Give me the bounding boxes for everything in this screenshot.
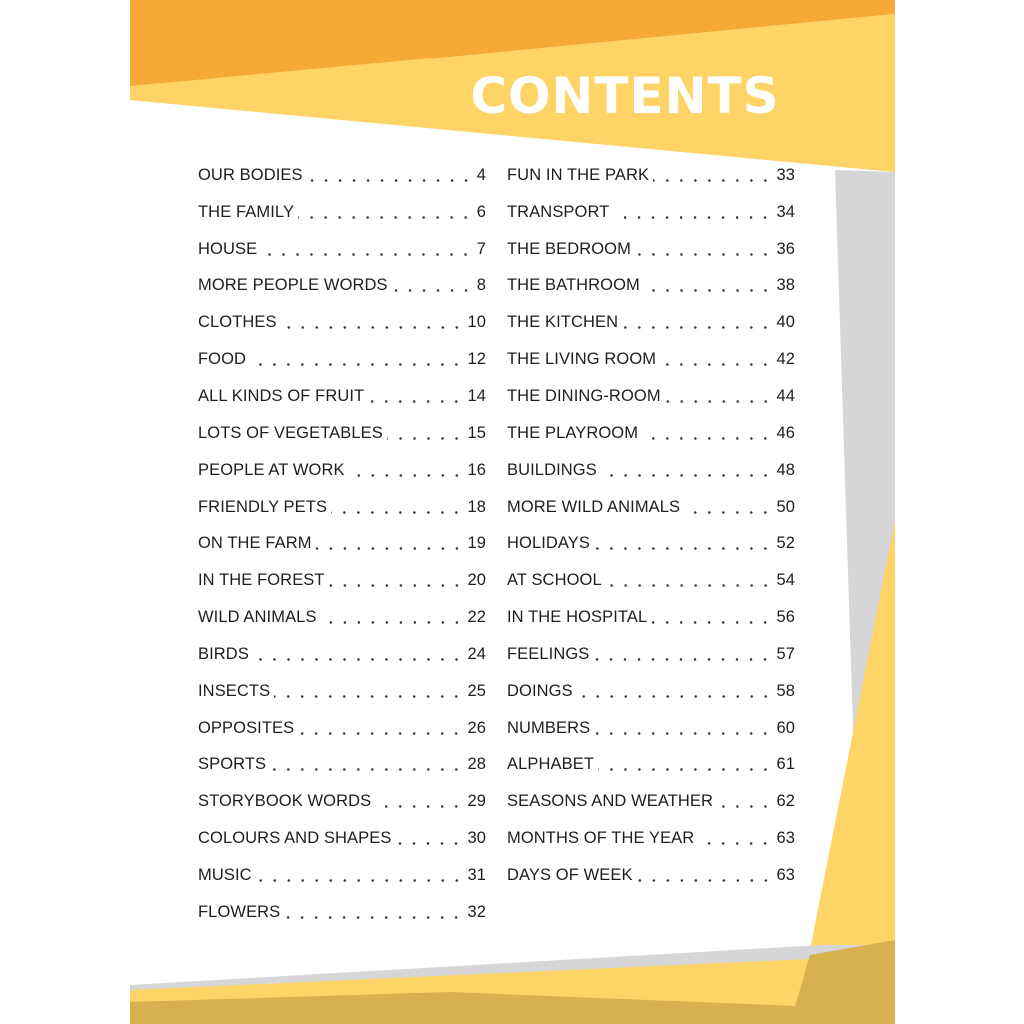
dot-leader bbox=[307, 179, 473, 182]
toc-entry-page-number: 46 bbox=[776, 423, 795, 442]
dot-leader bbox=[594, 732, 772, 735]
toc-entry-title: THE KITCHEN bbox=[507, 313, 619, 332]
toc-entry-title: HOUSE bbox=[198, 239, 258, 258]
toc-entry-title: DAYS OF WEEK bbox=[507, 865, 633, 884]
toc-entry-title: STORYBOOK WORDS bbox=[198, 792, 372, 811]
toc-entry bbox=[198, 525, 486, 562]
toc-entry-title: COLOURS AND SHAPES bbox=[198, 829, 392, 848]
toc-entry bbox=[507, 157, 795, 194]
toc-entry-page-number: 54 bbox=[776, 571, 795, 590]
toc-entry bbox=[198, 415, 486, 452]
dot-leader bbox=[593, 658, 772, 661]
toc-entry-page-number: 42 bbox=[776, 350, 795, 369]
toc-entry-page-number: 61 bbox=[776, 755, 795, 774]
toc-entry bbox=[198, 710, 486, 747]
toc-entry bbox=[198, 820, 486, 857]
toc-entry-page-number: 34 bbox=[776, 202, 795, 221]
dot-leader bbox=[392, 289, 473, 292]
dot-leader bbox=[253, 658, 464, 661]
toc-column-right bbox=[507, 157, 795, 894]
toc-entry bbox=[198, 894, 486, 931]
toc-entry-title: THE BATHROOM bbox=[507, 276, 640, 295]
toc-entry bbox=[507, 304, 795, 341]
toc-entry-page-number: 57 bbox=[776, 644, 795, 663]
dot-leader bbox=[717, 805, 772, 808]
dot-leader bbox=[598, 768, 772, 771]
toc-entry bbox=[198, 673, 486, 710]
toc-entry-page-number: 63 bbox=[776, 829, 795, 848]
dot-leader bbox=[298, 216, 473, 219]
toc-entry bbox=[507, 231, 795, 268]
toc-entry-page-number: 58 bbox=[776, 681, 795, 700]
toc-entry-title: IN THE HOSPITAL bbox=[507, 608, 648, 627]
toc-entry-title: LOTS OF VEGETABLES bbox=[198, 423, 383, 442]
toc-entry-page-number: 25 bbox=[467, 681, 486, 700]
toc-entry bbox=[507, 268, 795, 305]
toc-entry bbox=[507, 636, 795, 673]
toc-entry-title: DOINGS bbox=[507, 681, 573, 700]
toc-entry-title: ALPHABET bbox=[507, 755, 594, 774]
toc-entry bbox=[198, 489, 486, 526]
toc-entry-title: FUN IN THE PARK bbox=[507, 165, 650, 184]
toc-entry bbox=[507, 673, 795, 710]
toc-entry-title: ON THE FARM bbox=[198, 534, 312, 553]
toc-entry-title: WILD ANIMALS bbox=[198, 608, 317, 627]
toc-entry bbox=[198, 231, 486, 268]
toc-entry-title: OPPOSITES bbox=[198, 718, 295, 737]
dot-leader bbox=[331, 511, 463, 514]
toc-entry-title: THE FAMILY bbox=[198, 202, 295, 221]
toc-entry-title: MONTHS OF THE YEAR bbox=[507, 829, 695, 848]
dot-leader bbox=[387, 437, 464, 440]
toc-entry-page-number: 56 bbox=[776, 608, 795, 627]
toc-entry-title: TRANSPORT bbox=[507, 202, 610, 221]
toc-entry-page-number: 36 bbox=[776, 239, 795, 258]
toc-entry bbox=[507, 194, 795, 231]
toc-entry-title: THE DINING-ROOM bbox=[507, 386, 661, 405]
toc-entry bbox=[198, 194, 486, 231]
toc-entry-page-number: 44 bbox=[776, 386, 795, 405]
toc-entry-title: INSECTS bbox=[198, 681, 271, 700]
toc-entry-page-number: 12 bbox=[467, 350, 486, 369]
toc-entry-title: THE LIVING ROOM bbox=[507, 350, 657, 369]
toc-entry-page-number: 20 bbox=[467, 571, 486, 590]
toc-entry-page-number: 63 bbox=[776, 865, 795, 884]
toc-entry-page-number: 62 bbox=[776, 792, 795, 811]
toc-entry-page-number: 24 bbox=[467, 644, 486, 663]
dot-leader bbox=[368, 400, 463, 403]
page-title: CONTENTS bbox=[470, 67, 780, 125]
toc-entry bbox=[198, 562, 486, 599]
toc-entry bbox=[507, 341, 795, 378]
toc-entry-title: FOOD bbox=[198, 350, 247, 369]
dot-leader bbox=[298, 732, 463, 735]
dot-leader bbox=[329, 584, 464, 587]
toc-entry-title: ALL KINDS OF FRUIT bbox=[198, 386, 365, 405]
toc-entry-page-number: 38 bbox=[776, 276, 795, 295]
toc-entry bbox=[507, 820, 795, 857]
dot-leader bbox=[684, 511, 772, 514]
dot-leader bbox=[644, 289, 773, 292]
toc-entry bbox=[198, 378, 486, 415]
dot-leader bbox=[316, 547, 464, 550]
toc-entry-page-number: 32 bbox=[467, 902, 486, 921]
toc-entry bbox=[507, 489, 795, 526]
toc-entry bbox=[507, 562, 795, 599]
dot-leader bbox=[349, 474, 464, 477]
dot-leader bbox=[698, 842, 772, 845]
toc-entry bbox=[198, 747, 486, 784]
toc-entry-page-number: 31 bbox=[467, 865, 486, 884]
toc-entry-page-number: 14 bbox=[467, 386, 486, 405]
toc-entry-page-number: 29 bbox=[467, 792, 486, 811]
contents-page bbox=[130, 0, 895, 1024]
toc-entry-page-number: 30 bbox=[467, 829, 486, 848]
toc-entry-title: NUMBERS bbox=[507, 718, 591, 737]
toc-entry-page-number: 50 bbox=[776, 497, 795, 516]
dot-leader bbox=[622, 326, 772, 329]
toc-entry bbox=[507, 599, 795, 636]
toc-entry-title: AT SCHOOL bbox=[507, 571, 602, 590]
toc-entry bbox=[507, 415, 795, 452]
toc-entry bbox=[198, 783, 486, 820]
toc-entry bbox=[198, 636, 486, 673]
dot-leader bbox=[660, 363, 772, 366]
toc-entry bbox=[198, 599, 486, 636]
toc-entry-title: THE PLAYROOM bbox=[507, 423, 639, 442]
toc-entry-title: BUILDINGS bbox=[507, 460, 597, 479]
toc-entry-title: CLOTHES bbox=[198, 313, 277, 332]
toc-entry-page-number: 52 bbox=[776, 534, 795, 553]
toc-entry bbox=[198, 341, 486, 378]
toc-entry-title: HOLIDAYS bbox=[507, 534, 591, 553]
toc-entry bbox=[507, 747, 795, 784]
toc-entry bbox=[198, 304, 486, 341]
toc-entry-page-number: 48 bbox=[776, 460, 795, 479]
toc-entry-page-number: 22 bbox=[467, 608, 486, 627]
dot-leader bbox=[577, 695, 773, 698]
toc-entry-title: FLOWERS bbox=[198, 902, 281, 921]
toc-entry bbox=[507, 857, 795, 894]
toc-entry bbox=[507, 710, 795, 747]
toc-entry-title: FEELINGS bbox=[507, 644, 590, 663]
toc-entry-page-number: 16 bbox=[467, 460, 486, 479]
toc-entry-page-number: 33 bbox=[776, 165, 795, 184]
dot-leader bbox=[250, 363, 463, 366]
toc-entry-title: SPORTS bbox=[198, 755, 267, 774]
toc-entry-page-number: 18 bbox=[467, 497, 486, 516]
toc-entry-title: MUSIC bbox=[198, 865, 252, 884]
dot-leader bbox=[653, 179, 772, 182]
dot-leader bbox=[665, 400, 773, 403]
dot-leader bbox=[601, 474, 773, 477]
toc-entry-title: THE BEDROOM bbox=[507, 239, 631, 258]
dot-leader bbox=[256, 879, 464, 882]
dot-leader bbox=[375, 805, 463, 808]
toc-column-left bbox=[198, 157, 486, 931]
toc-entry-page-number: 40 bbox=[776, 313, 795, 332]
dot-leader bbox=[281, 326, 464, 329]
dot-leader bbox=[274, 695, 463, 698]
toc-entry-title: MORE WILD ANIMALS bbox=[507, 497, 681, 516]
toc-entry-title: SEASONS AND WEATHER bbox=[507, 792, 714, 811]
dot-leader bbox=[321, 621, 464, 624]
dot-leader bbox=[261, 253, 473, 256]
toc-entry bbox=[507, 378, 795, 415]
dot-leader bbox=[613, 216, 772, 219]
toc-entry-page-number: 10 bbox=[467, 313, 486, 332]
dot-leader bbox=[635, 253, 772, 256]
dot-leader bbox=[637, 879, 773, 882]
toc-entry-page-number: 60 bbox=[776, 718, 795, 737]
toc-entry bbox=[507, 452, 795, 489]
toc-entry-page-number: 8 bbox=[476, 276, 486, 295]
toc-entry-title: IN THE FOREST bbox=[198, 571, 325, 590]
toc-entry-page-number: 6 bbox=[476, 202, 486, 221]
toc-entry bbox=[198, 268, 486, 305]
toc-entry-page-number: 4 bbox=[476, 165, 486, 184]
dot-leader bbox=[606, 584, 773, 587]
toc-entry-page-number: 7 bbox=[476, 239, 486, 258]
toc-entry-title: BIRDS bbox=[198, 644, 249, 663]
dot-leader bbox=[651, 621, 772, 624]
toc-entry-title: MORE PEOPLE WORDS bbox=[198, 276, 388, 295]
dot-leader bbox=[284, 916, 463, 919]
toc-entry bbox=[198, 857, 486, 894]
toc-entry-page-number: 28 bbox=[467, 755, 486, 774]
toc-entry bbox=[507, 783, 795, 820]
dot-leader bbox=[395, 842, 463, 845]
toc-entry-title: FRIENDLY PETS bbox=[198, 497, 328, 516]
dot-leader bbox=[642, 437, 772, 440]
dot-leader bbox=[270, 768, 463, 771]
toc-entry-page-number: 19 bbox=[467, 534, 486, 553]
toc-entry bbox=[198, 452, 486, 489]
dot-leader bbox=[594, 547, 772, 550]
toc-entry-title: OUR BODIES bbox=[198, 165, 303, 184]
toc-entry-page-number: 26 bbox=[467, 718, 486, 737]
toc-entry bbox=[198, 157, 486, 194]
toc-entry-title: PEOPLE AT WORK bbox=[198, 460, 345, 479]
toc-entry-page-number: 15 bbox=[467, 423, 486, 442]
toc-entry bbox=[507, 525, 795, 562]
